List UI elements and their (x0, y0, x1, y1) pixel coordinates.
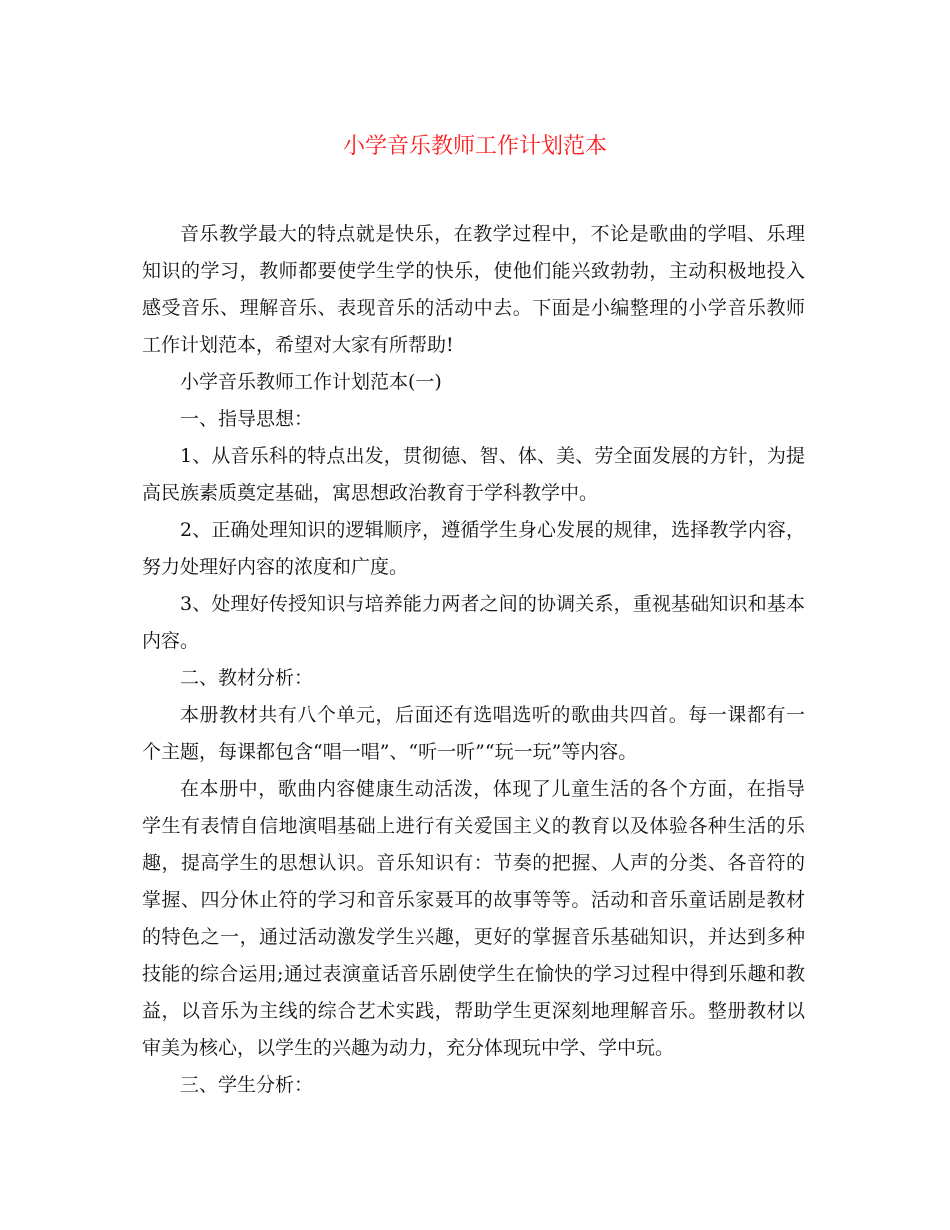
section-heading-student-analysis: 三、学生分析： (180, 1074, 314, 1096)
textbook-paragraph-1: 本册教材共有八个单元，后面还有选唱选听的歌曲共四首。每一课都有一个主题，每课都包含“唱一唱”、“听一听”“玩一玩”等内容。 (142, 704, 805, 763)
document-body (142, 216, 805, 1104)
textbook-paragraph-2: 在本册中，歌曲内容健康生动活泼，体现了儿童生活的各个方面，在指导学生有表情自信地演唱基础上进行有关爱国主义的教育以及体验各种生活的乐趣，提高学生的思想认识。音乐知识有：节奏的把握、人声的分类、各音符的掌握、四分休止符的学习和音乐家聂耳的故事等等。活动和音乐童话剧是教材的特色之一，通过活动激发学生兴趣，更好的掌握音乐基础知识，并达到多种技能的综合运用;通过表演童话音乐剧使学生在愉快的学习过程中得到乐趣和教益，以音乐为主线的综合艺术实践，帮助学生更深刻地理解音乐。整册教材以审美为核心，以学生的兴趣为动力，充分体现玩中学、学中玩。 (142, 778, 805, 1059)
intro-paragraph: 音乐教学最大的特点就是快乐，在教学过程中，不论是歌曲的学唱、乐理知识的学习，教师都要使学生学的快乐，使他们能兴致勃勃，主动积极地投入感受音乐、理解音乐、表现音乐的活动中去。下面是小编整理的小学音乐教师工作计划范本，希望对大家有所帮助! (142, 223, 805, 356)
section-heading-textbook-analysis: 二、教材分析： (180, 667, 314, 689)
plan-heading: 小学音乐教师工作计划范本(一) (180, 371, 442, 393)
list-item-3: 3、处理好传授知识与培养能力两者之间的协调关系，重视基础知识和基本内容。 (142, 593, 805, 652)
document-title: 小学音乐教师工作计划范本 (342, 134, 607, 159)
list-item-2: 2、正确处理知识的逻辑顺序，遵循学生身心发展的规律，选择教学内容，努力处理好内容的浓度和广度。 (142, 519, 805, 578)
section-heading-guiding-thought: 一、指导思想： (180, 408, 314, 430)
list-item-1: 1、从音乐科的特点出发，贯彻德、智、体、美、劳全面发展的方针，为提高民族素质奠定基础，寓思想政治教育于学科教学中。 (142, 445, 805, 504)
